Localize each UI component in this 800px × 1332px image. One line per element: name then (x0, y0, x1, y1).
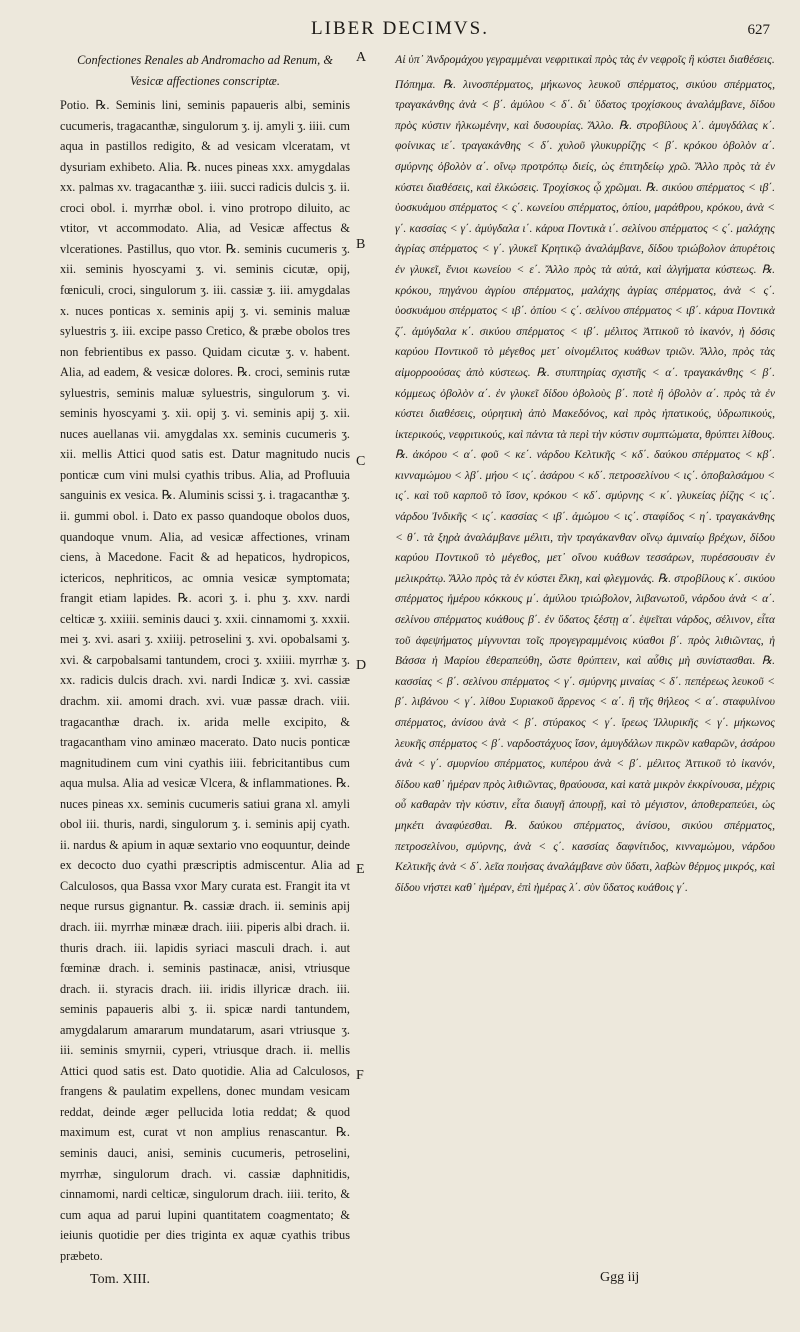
margin-marker-d: D (356, 658, 367, 673)
margin-marker-a: A (356, 50, 367, 65)
latin-column (60, 50, 350, 1266)
volume-signature: Tom. XIII. (90, 1272, 151, 1287)
greek-column (395, 50, 775, 898)
running-title: LIBER DECIMVS. (311, 18, 489, 39)
gathering-signature: Ggg iij (600, 1270, 640, 1285)
latin-section-title: Confectiones Renales ab Andromacho ad Renum, & Vesicæ affectiones conscriptæ. (77, 53, 333, 88)
margin-marker-c: C (356, 454, 366, 469)
margin-marker-b: B (356, 237, 366, 252)
greek-body-text: Πόπημα. ℞. λινοσπέρματος, μήκωνος λευκοῦ σπέρματος, σικύου σπέρματος, τραγακάνθης ἀνὰ < β΄. ἀμύλου < δ΄. δι᾽ ὕδατος τροχίσκους ἀναλάμβανε, δίδου πρὸς κύστιν ἡλκωμένην, καὶ δυσουρίας. Ἄλλο. ℞. στροβίλους λ΄. ἀμυγδάλας κ΄. φοίνικας ιε΄. τραγακάνθης < δ΄. χυλοῦ γλυκυρρίζης < β΄. κρόκου ὀβολὸν α΄. σμύρνης ὀβολὸν α΄. οἴνῳ προτρόπῳ διείς, ὡς ἐπιτηδείῳ χρῶ. Ἄλλο πρὸς τὰ ἐν κύστει διαθέσεις, καὶ ἑλκώσεις. Τροχίσκος ᾧ χρῶμαι. ℞. σικύου σπέρματος < ιβ΄. ὑοσκυάμου σπέρματος < ς΄. κωνείου σπέρματος, ὀπίου, μαράθρου, κρόκου, ἀνὰ < γ΄. κασσίας < γ΄. ἀμύγδαλα ι΄. κάρυα Ποντικὰ ι΄. σελίνου σπέρματος < ς΄. μαλάχης ἀγρίας σπέρματος < γ΄. γλυκεῖ Κρητικῷ ἀναλάμβανε, δίδου τριώβολον ἀπυρέτοις ἐν γλυκεῖ, ἔνιοι κωνείου < ε΄. Ἄλλο πρὸς τὰ αὐτά, καὶ ἀλγήματα κύστεως. ℞. κρόκου, πηγάνου ἀγρίου σπέρματος, μαλάχης ἀγρίας σπέρματος, ἀνὰ < ς΄. ὑοσκυάμου σπέρματος < ιβ΄. ὀπίου < ς΄. σελίνου σπέρματος < ιβ΄. κάρυα Ποντικὰ ζ΄. ἀμύγδαλα κ΄. σικύου σπέρματος < ιβ΄. μέλιτος Ἀττικοῦ τὸ ἱκανόν, ἡ δόσις καρύου Ποντικοῦ τὸ μέγεθος μετ᾽ οἰνομέλιτος κυάθων τριῶν. Ἄλλο, πρὸς τὰς αἱμορροούσας ἀπὸ κύστεως. ℞. στυπτηρίας σχιστῆς < α΄. τραγακάνθης < β΄. κόμμεως ὀβολὸν α΄. ἐν γλυκεῖ δίδου ὀβολοὺς β΄. ποτὲ ἢ ὀβολὸν α΄. πρὸς τὰ ἐν κύστει διαθέσεις, οὐρητικὴ ἀπὸ Μακεδόνος, καὶ πρὸς ἠπατικούς, ὑδρωπικούς, ἰκτερικούς, νεφριτικούς, καὶ πάντα τὰ περὶ τὴν κύστιν συμπτώματα, θρύπτει λίθους. ℞. ἀκόρου < α΄. φοῦ < κε΄. νάρδου Κελτικῆς < κδ΄. δαύκου σπέρματος < κβ΄. κινναμώμου < λβ΄. μήου < ις΄. ἀσάρου < κδ΄. πετροσελίνου < ις΄. ὀποβαλσάμου < ις΄. καὶ τοῦ καρποῦ τὸ ἴσον, κρόκου < κδ΄. σμύρνης < κ΄. γλυκείας ῥίζης < ις΄. νάρδου Ἰνδικῆς < ις΄. κασσίας < ιβ΄. ἀμώμου < ις΄. σταφίδος < η΄. τραγακάνθης < θ΄. τὰ ξηρὰ ἀναλάμβανε μέλιτι, τὴν τραγάκανθαν οἴνῳ ἀμιναίῳ βρέχων, δίδου καρύου Ποντικοῦ τὸ μέγεθος, μετ᾽ οἴνου κυάθων τεσσάρων, πυρέσσουσιν ἐν μελικράτῳ. Ἄλλο πρὸς τὰ ἐν κύστει ἕλκη, καὶ φλεγμονάς. ℞. στροβίλους κ΄. σικύου σπέρματος ἡμέρου κόκκους μ΄. ἀμύλου τριώβολον, λιβανωτοῦ, νάρδου ἀνὰ < α΄. σελίνου σπέρματος κυάθους β΄. ἐν ὕδατος ξέστῃ α΄. ἑψεῖται νάρδος, σέλινον, εἶτα τοῦ ἀφεψήματος μίγνυνται τοῖς προγεγραμμένοις κύαθοι β΄. πρὸς λιθιῶντας, ἡ Βάσσα ἡ Μαρίου ἐθεραπεύθη, ὥστε θρύπτειν, καὶ αὖθις μὴ συνίστασθαι. ℞. κασσίας < β΄. σελίνου σπέρματος < γ΄. σμύρνης μιναίας < δ΄. πεπέρεως λευκοῦ < β΄. λιβάνου < γ΄. λίθου Συριακοῦ ἄρρενος < α΄. ἢ τῆς θήλεος < α΄. σταφυλίνου σπέρματος, ἀνίσου ἀνὰ < β΄. στύρακος < γ΄. ἴρεως Ἰλλυρικῆς < γ΄. μήκωνος λευκῆς σπέρματος < β΄. ναρδοστάχυος ἴσον, ἀμυγδάλων πικρῶν καθαρῶν, ἀσάρου ἀνὰ < γ΄. σμυρνίου σπέρματος, κυπέρου ἀνὰ < β΄. μέλιτος Ἀττικοῦ τὸ ἱκανόν, δίδου καθ᾽ ἡμέραν πρὸς λιθιῶντας, θραύουσα, καὶ κατὰ μικρὸν ἐκκρίνουσα, μέχρις οὗ καθαρὰν τὴν κύστιν, εἶτα διαυγῆ ἀπουρῇ, καὶ τὸ μέγιστον, ἀποθεραπεύει, ὡς μηκέτι ἀναφύεσθαι. ℞. δαύκου σπέρματος, ἀνίσου, σικύου σπέρματος, πετροσελίνου, σμύρνης, ἀνὰ < ς΄. κασσίας δαφνίτιδος, κινναμώμου, νάρδου Κελτικῆς ἀνὰ < δ΄. λεῖα ποιήσας ἀναλάμβανε σὺν ὕδατι, λαβὼν θέρμος μικρός, καὶ δίδου νήστει καθ᾽ ἡμέραν, ἐπὶ ἡμέρας λ΄. σὺν ὕδατος κυάθοις γ΄. (395, 77, 775, 894)
page-number: 627 (747, 22, 770, 38)
latin-body-text: Potio. ℞. Seminis lini, seminis papaueris albi, seminis cucumeris, tragacanthæ, singulorum ʒ. ij. amyli ʒ. iiii. cum aqua in pastillos redigito, & ad vesicam vlceratam, vt dysuriam exhibeto. Alia. ℞. nuces pineas xxx. amygdalas xx. palmas xv. tragacanthæ ʒ. iiii. succi radicis dulcis ʒ. ii. croci obol. i. myrrhæ obol. i. vino protropo diluito, ac vtitor, vt accommodato. Alia, ad Vesicæ affectus & vlcerationes. Pastillus, quo vtor. ℞. seminis cucumeris ʒ. xii. seminis hyoscyami ʒ. vi. seminis cicutæ, opij, fœniculi, croci, singulorum ʒ. iii. cassiæ ʒ. iii. amygdalas x. nuces ponticas x. seminis apij ʒ. vi. seminis maluæ syluestris ʒ. iii. excipe passo Cretico, & præbe obolos tres non febrientibus ex passo. Quidam cicutæ ʒ. v. habent. Alia, ad eadem, & vesicæ dolores. ℞. croci, seminis rutæ syluestris, seminis maluæ syluestris, singulorum ʒ. vi. seminis hyoscyami ʒ. xii. opij ʒ. vi. seminis apij ʒ. xii. nuces auellanas vii. amygdalas xx. seminis cucumeris ʒ. xii. mellis Attici quod satis est. Datur magnitudo nucis ponticæ cum vini mulsi cyathis tribus. Alia, ad Profluuia sanguinis ex vesica. ℞. Aluminis scissi ʒ. i. tragacanthæ ʒ. ii. gummi obol. i. Dato ex passo quandoque obolos duos, quandoque vnum. Alia, ad vesicæ affectiones, vrinam ciens, à Macedone. Facit & ad hepaticos, hydropicos, ictericos, nephriticos, ac omnia vesicæ symptomata; frangit etiam lapides. ℞. acori ʒ. i. phu ʒ. xxv. nardi celticæ ʒ. xxiiii. seminis dauci ʒ. xxii. cinnamomi ʒ. xxxii. mei ʒ. xvi. asari ʒ. xxiiij. petroselini ʒ. xvi. opobalsami ʒ. xvi. & carpobalsami tantundem, croci ʒ. xxiiii. myrrhæ ʒ. xx. radicis dulcis drach. xvi. nardi Indicæ ʒ. xvi. cassiæ drachm. xii. amomi drach. xvi. vuæ passæ drach. viii. tragacanthæ drach. ix. arida melle excipito, & tragacantham vino aminæo macerato. Dato nucis ponticæ magnitudinem cum vini cyathis iiii. febricitantibus cum aqua mulsa. Alia ad vesicæ Vlcera, & inflammationes. ℞. nuces pineas xx. seminis cucumeris satiui grana xl. amyli obol iii. thuris, nardi, singulorum ʒ. i. seminis apij cyath. ii. nardus & apium in aquæ sextario vno eoquuntur, deinde ex decocto duo cyathi præscriptis admiscentur. Alia ad Calculosos, qua Bassa vxor Mary curata est. Frangit ita vt neque rursus gignantur. ℞. cassiæ drach. ii. seminis apij drach. iii. myrrhæ minææ drach. iiii. piperis albi drach. ii. thuris drach. iii. lapidis syriaci masculi drach. i. aut fœminæ drach. i. seminis pastinacæ, anisi, vtriusque drach. ii. styracis drach. iii. iridis illyricæ drach. iii. seminis papaueris albi ʒ. ii. spicæ nardi tantundem, amygdalarum amararum mundatarum, asari vtriusque ʒ. iii. seminis smyrnii, cyperi, vtriusque drach. ii. mellis Attici quod satis est. Dato quotidie. Alia ad Calculosos, frangens & paulatim expellens, donec mundam vesicam reddat, deinde æger pellucida lotia reddat; & quod maximum est, curat vt non amplius renascantur. ℞. seminis dauci, anisi, seminis cucumeris, petroselini, myrrhæ, singulorum drach. vi. cassiæ daphnitidis, cinnamomi, nardi celticæ, singulorum drach. iiii. terito, & cum aqua ad parui lupini quantitatem coagmentato; & ieiunis quotidie per dies triginta ex aquæ cyathis tribus præbeto. (60, 98, 350, 1263)
margin-marker-f: F (356, 1068, 364, 1083)
greek-section-title: Αἱ ὑπ᾽ Ἀνδρομάχου γεγραμμέναι νεφριτικαὶ πρὸς τὰς ἐν νεφροῖς ἢ κύστει διαθέσεις. (395, 53, 775, 66)
margin-marker-e: E (356, 862, 365, 877)
